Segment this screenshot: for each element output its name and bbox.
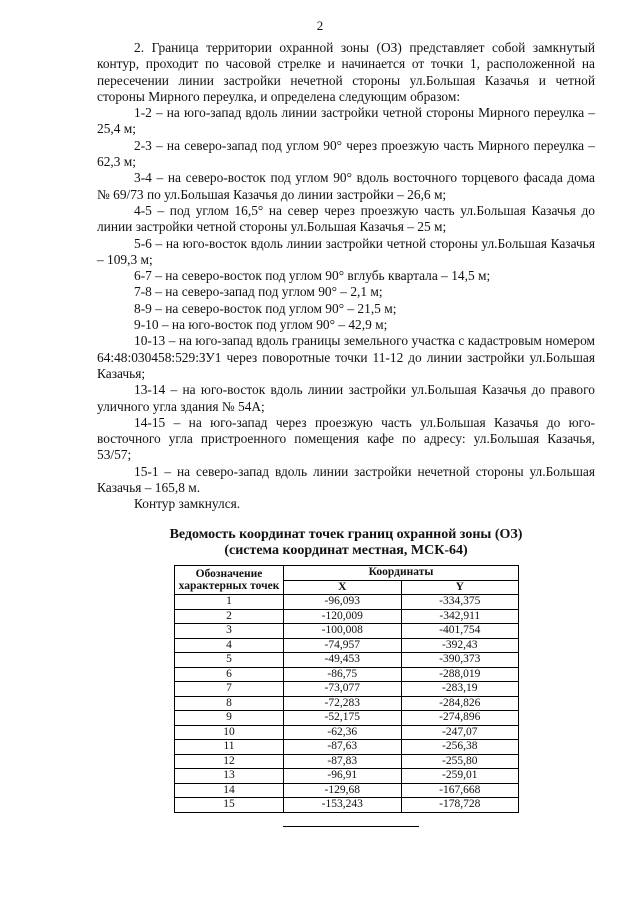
y-cell: -255,80 <box>401 754 519 769</box>
table-row <box>175 798 519 813</box>
table-row <box>175 725 519 740</box>
x-cell: -52,175 <box>284 711 402 726</box>
point-cell: 2 <box>175 609 284 624</box>
header-point: Обозначение характерных точек <box>175 566 284 595</box>
segment-14-15: 14-15 – на юго-запад через проезжую часть ул.Большая Казачья до юго-восточного угла пристроенного помещения кафе по адресу: ул.Большая Казачья, 53/57; <box>97 414 595 463</box>
table-row <box>175 754 519 769</box>
x-cell: -62,36 <box>284 725 402 740</box>
table-heading <box>97 527 595 559</box>
point-cell: 1 <box>175 595 284 610</box>
segment-2-3: 2-3 – на северо-запад под углом 90° через проезжую часть Мирного переулка – 62,3 м; <box>97 137 595 170</box>
segment-15-1: 15-1 – на северо-запад вдоль линии застройки нечетной стороны ул.Большая Казачья – 165,8 м. <box>97 463 595 496</box>
x-cell: -86,75 <box>284 667 402 682</box>
segment-6-7: 6-7 – на северо-восток под углом 90° вглубь квартала – 14,5 м; <box>134 268 491 284</box>
x-cell: -96,91 <box>284 769 402 784</box>
y-cell: -247,07 <box>401 725 519 740</box>
x-cell: -129,68 <box>284 783 402 798</box>
segment-13-14: 13-14 – на юго-восток вдоль линии застройки ул.Большая Казачья до правого уличного угла здания № 54А; <box>97 382 595 414</box>
y-cell: -274,896 <box>401 711 519 726</box>
table-row <box>175 667 519 682</box>
x-cell: -72,283 <box>284 696 402 711</box>
segment-10-13: 10-13 – на юго-запад вдоль границы земельного участка с кадастровым номером 64:48:030458:529:ЗУ1 через поворотные точки 11-12 до линии застройки ул.Большая Казачья; <box>97 333 595 381</box>
x-cell: -100,008 <box>284 624 402 639</box>
y-cell: -178,728 <box>401 798 519 813</box>
paragraph-intro: 2. Граница территории охранной зоны (ОЗ) представляет собой замкнутый контур, проходит по часовой стрелке и начинается от точки 1, расположенной на пересечении линии застройки нечетной стороны ул.Большая Казачья и четной стороны Мирного переулка, и определена следующим образом: <box>97 40 595 104</box>
y-cell: -284,826 <box>401 696 519 711</box>
segment-1-2: 1-2 – на юго-запад вдоль линии застройки четной стороны Мирного переулка – 25,4 м; <box>97 105 595 137</box>
coordinates-table <box>174 565 519 813</box>
y-cell: -167,668 <box>401 783 519 798</box>
point-cell: 9 <box>175 711 284 726</box>
table-row <box>175 653 519 668</box>
x-cell: -96,093 <box>284 595 402 610</box>
table-row <box>175 696 519 711</box>
signature-line <box>283 826 419 827</box>
y-cell: -283,19 <box>401 682 519 697</box>
point-cell: 11 <box>175 740 284 755</box>
segment-7-8: 7-8 – на северо-запад под углом 90° – 2,1 м; <box>134 284 383 300</box>
table-row <box>175 638 519 653</box>
point-cell: 6 <box>175 667 284 682</box>
x-cell: -120,009 <box>284 609 402 624</box>
table-row <box>175 609 519 624</box>
point-cell: 12 <box>175 754 284 769</box>
y-cell: -334,375 <box>401 595 519 610</box>
segment-5-6: 5-6 – на юго-восток вдоль линии застройки четной стороны ул.Большая Казачья – 109,3 м; <box>97 235 595 267</box>
y-cell: -288,019 <box>401 667 519 682</box>
point-cell: 10 <box>175 725 284 740</box>
segment-4-5: 4-5 – под углом 16,5° на север через проезжую часть ул.Большая Казачья до линии застройки четной стороны ул.Большая Казачья – 25 м; <box>97 202 595 235</box>
table-row <box>175 769 519 784</box>
x-cell: -74,957 <box>284 638 402 653</box>
table-body <box>175 595 519 813</box>
y-cell: -390,373 <box>401 653 519 668</box>
table-row <box>175 711 519 726</box>
table-row <box>175 783 519 798</box>
x-cell: -87,83 <box>284 754 402 769</box>
x-cell: -73,077 <box>284 682 402 697</box>
table-row <box>175 682 519 697</box>
x-cell: -49,453 <box>284 653 402 668</box>
page-number: 2 <box>316 18 324 33</box>
header-coordinates: Координаты <box>284 566 519 581</box>
point-cell: 4 <box>175 638 284 653</box>
y-cell: -401,754 <box>401 624 519 639</box>
point-cell: 8 <box>175 696 284 711</box>
point-cell: 15 <box>175 798 284 813</box>
segment-3-4: 3-4 – на северо-восток под углом 90° вдоль восточного торцевого фасада дома № 69/73 по ул.Большая Казачья до линии застройки – 26,6 м; <box>97 170 595 202</box>
header-x: X <box>284 580 402 595</box>
segment-9-10: 9-10 – на юго-восток под углом 90° – 42,9 м; <box>134 317 388 333</box>
table-row <box>175 624 519 639</box>
point-cell: 7 <box>175 682 284 697</box>
point-cell: 5 <box>175 653 284 668</box>
header-y: Y <box>401 580 519 595</box>
point-cell: 3 <box>175 624 284 639</box>
x-cell: -153,243 <box>284 798 402 813</box>
table-subtitle: (система координат местная, МСК-64) <box>224 543 468 558</box>
point-cell: 13 <box>175 769 284 784</box>
table-row <box>175 595 519 610</box>
body-text <box>97 40 595 513</box>
y-cell: -256,38 <box>401 740 519 755</box>
table-title: Ведомость координат точек границ охранной зоны (ОЗ) <box>169 527 523 542</box>
y-cell: -259,01 <box>401 769 519 784</box>
point-cell: 14 <box>175 783 284 798</box>
y-cell: -392,43 <box>401 638 519 653</box>
table-row <box>175 740 519 755</box>
y-cell: -342,911 <box>401 609 519 624</box>
contour-closed: Контур замкнулся. <box>134 496 241 512</box>
x-cell: -87,63 <box>284 740 402 755</box>
segment-8-9: 8-9 – на северо-восток под углом 90° – 21,5 м; <box>134 300 397 316</box>
